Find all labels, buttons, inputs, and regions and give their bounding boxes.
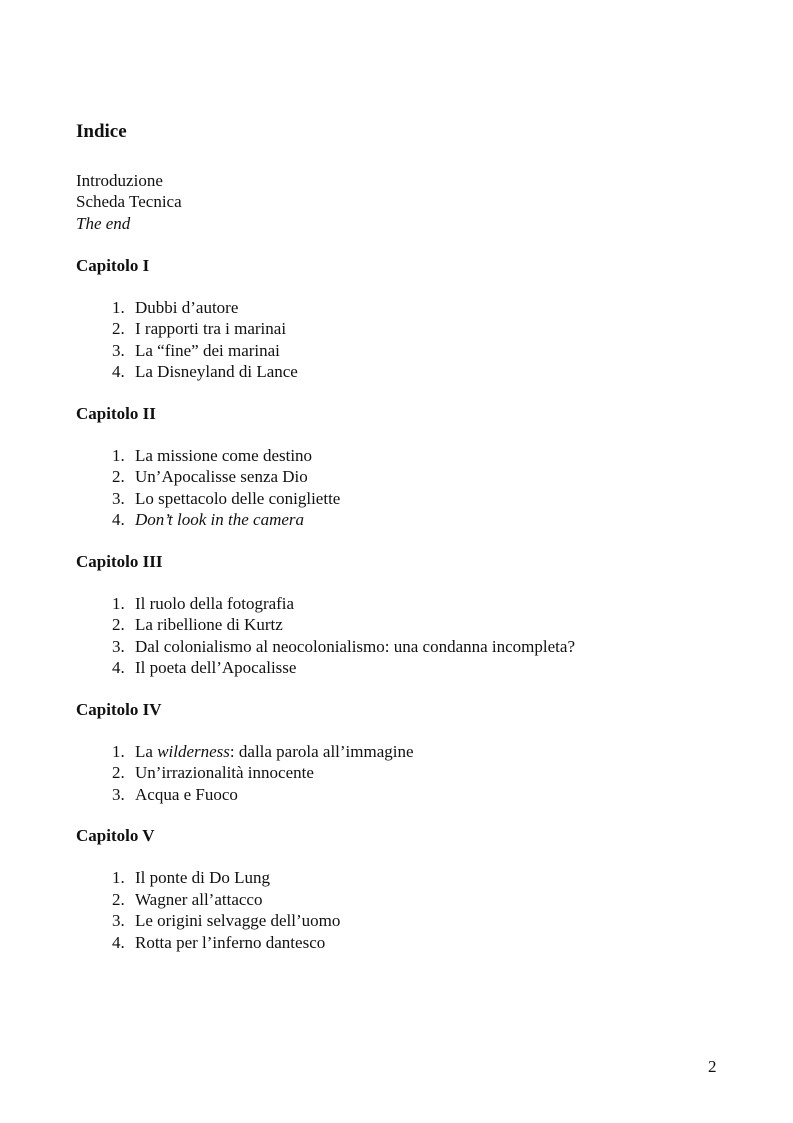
chapter-item xyxy=(112,867,736,889)
item-text-part: Lo spettacolo delle conigliette xyxy=(135,488,341,508)
item-number: 1. xyxy=(112,741,125,761)
chapter-item xyxy=(112,741,736,763)
chapter-item xyxy=(112,784,736,806)
item-text-part: Dal colonialismo al neocolonialismo: una condanna incompleta? xyxy=(135,636,575,656)
item-number: 2. xyxy=(112,467,125,487)
item-number: 1. xyxy=(112,297,125,317)
front-matter-item: Introduzione xyxy=(76,171,163,190)
front-matter-list xyxy=(76,170,736,234)
chapter-item xyxy=(112,636,736,658)
chapter-title: Capitolo II xyxy=(76,403,156,423)
item-text xyxy=(135,762,314,784)
item-number: 3. xyxy=(112,784,125,804)
chapter-item xyxy=(112,361,736,383)
item-text xyxy=(135,488,340,510)
chapter-item xyxy=(112,466,736,488)
item-text xyxy=(135,784,238,806)
page-number: 2 xyxy=(708,1057,717,1076)
document-page xyxy=(76,118,736,973)
chapter-item xyxy=(112,657,736,679)
chapter-item xyxy=(112,445,736,467)
chapter-item xyxy=(112,910,736,932)
index-title: Indice xyxy=(76,121,127,142)
chapter-title: Capitolo I xyxy=(76,255,150,275)
item-text-part: Wagner all’attacco xyxy=(135,889,263,909)
item-text-part: Il ruolo della fotografia xyxy=(135,593,295,613)
chapter-item xyxy=(112,593,736,615)
item-number: 3. xyxy=(112,636,125,656)
item-text xyxy=(135,340,280,362)
chapter-item-list xyxy=(76,867,736,953)
chapter-section xyxy=(76,403,736,531)
chapter-item xyxy=(112,297,736,319)
chapter-title: Capitolo IV xyxy=(76,699,162,719)
item-text xyxy=(135,614,283,636)
item-text-part: La Disneyland di Lance xyxy=(135,362,298,382)
item-text-part: La xyxy=(135,741,158,761)
item-text-part: La missione come destino xyxy=(135,445,313,465)
chapter-item xyxy=(112,932,736,954)
item-text-part: Rotta per l’inferno dantesco xyxy=(135,932,326,952)
item-text xyxy=(135,932,325,954)
front-matter-item: Scheda Tecnica xyxy=(76,192,182,212)
chapter-item-list xyxy=(76,593,736,679)
chapter-item-list xyxy=(76,741,736,806)
item-text xyxy=(135,910,340,932)
item-text xyxy=(135,509,304,531)
item-text xyxy=(135,361,298,383)
item-number: 4. xyxy=(112,932,125,952)
chapter-section xyxy=(76,255,736,383)
item-text-part: Le origini selvagge dell’uomo xyxy=(135,911,341,931)
item-text-part: Dubbi d’autore xyxy=(135,297,239,317)
item-number: 1. xyxy=(112,593,125,613)
item-number: 2. xyxy=(112,615,125,635)
item-text-part: I rapporti tra i marinai xyxy=(135,319,287,339)
item-number: 4. xyxy=(112,362,125,382)
chapter-title: Capitolo III xyxy=(76,551,163,571)
item-text-part: La “fine” dei marinai xyxy=(135,340,280,360)
front-matter-item: The end xyxy=(76,213,131,233)
chapters-container xyxy=(76,255,736,954)
chapter-section xyxy=(76,551,736,679)
item-text-part: Un’Apocalisse senza Dio xyxy=(135,467,308,487)
item-text-part: Il ponte di Do Lung xyxy=(135,868,271,888)
chapter-item xyxy=(112,318,736,340)
item-text xyxy=(135,445,312,467)
item-number: 1. xyxy=(112,445,125,465)
item-text xyxy=(135,318,286,340)
item-text-part: Don’t look in the camera xyxy=(135,510,305,530)
item-number: 3. xyxy=(112,340,125,360)
item-number: 3. xyxy=(112,488,125,508)
item-text xyxy=(135,889,262,911)
item-number: 2. xyxy=(112,319,125,339)
item-text xyxy=(135,657,296,679)
item-number: 2. xyxy=(112,889,125,909)
item-text xyxy=(135,297,238,319)
item-text-part: Un’irrazionalità innocente xyxy=(135,763,314,783)
chapter-item xyxy=(112,488,736,510)
chapter-item xyxy=(112,509,736,531)
item-number: 4. xyxy=(112,658,125,678)
item-text xyxy=(135,593,294,615)
item-text xyxy=(135,466,308,488)
chapter-item xyxy=(112,889,736,911)
item-number: 3. xyxy=(112,911,125,931)
item-text xyxy=(135,636,575,658)
item-number: 1. xyxy=(112,868,125,888)
chapter-item xyxy=(112,762,736,784)
item-text-part: La ribellione di Kurtz xyxy=(135,615,283,635)
chapter-section xyxy=(76,825,736,953)
item-text-part: wilderness xyxy=(157,741,230,761)
chapter-item-list xyxy=(76,297,736,383)
chapter-item xyxy=(112,340,736,362)
item-text-part: : dalla parola all’immagine xyxy=(229,741,414,761)
item-text-part: Acqua e Fuoco xyxy=(135,784,238,804)
chapter-item-list xyxy=(76,445,736,531)
item-text xyxy=(135,867,270,889)
chapter-title: Capitolo V xyxy=(76,826,155,846)
chapter-section xyxy=(76,699,736,806)
chapter-item xyxy=(112,614,736,636)
item-number: 4. xyxy=(112,510,125,530)
item-number: 2. xyxy=(112,763,125,783)
item-text xyxy=(135,741,414,763)
item-text-part: Il poeta dell’Apocalisse xyxy=(135,658,297,678)
